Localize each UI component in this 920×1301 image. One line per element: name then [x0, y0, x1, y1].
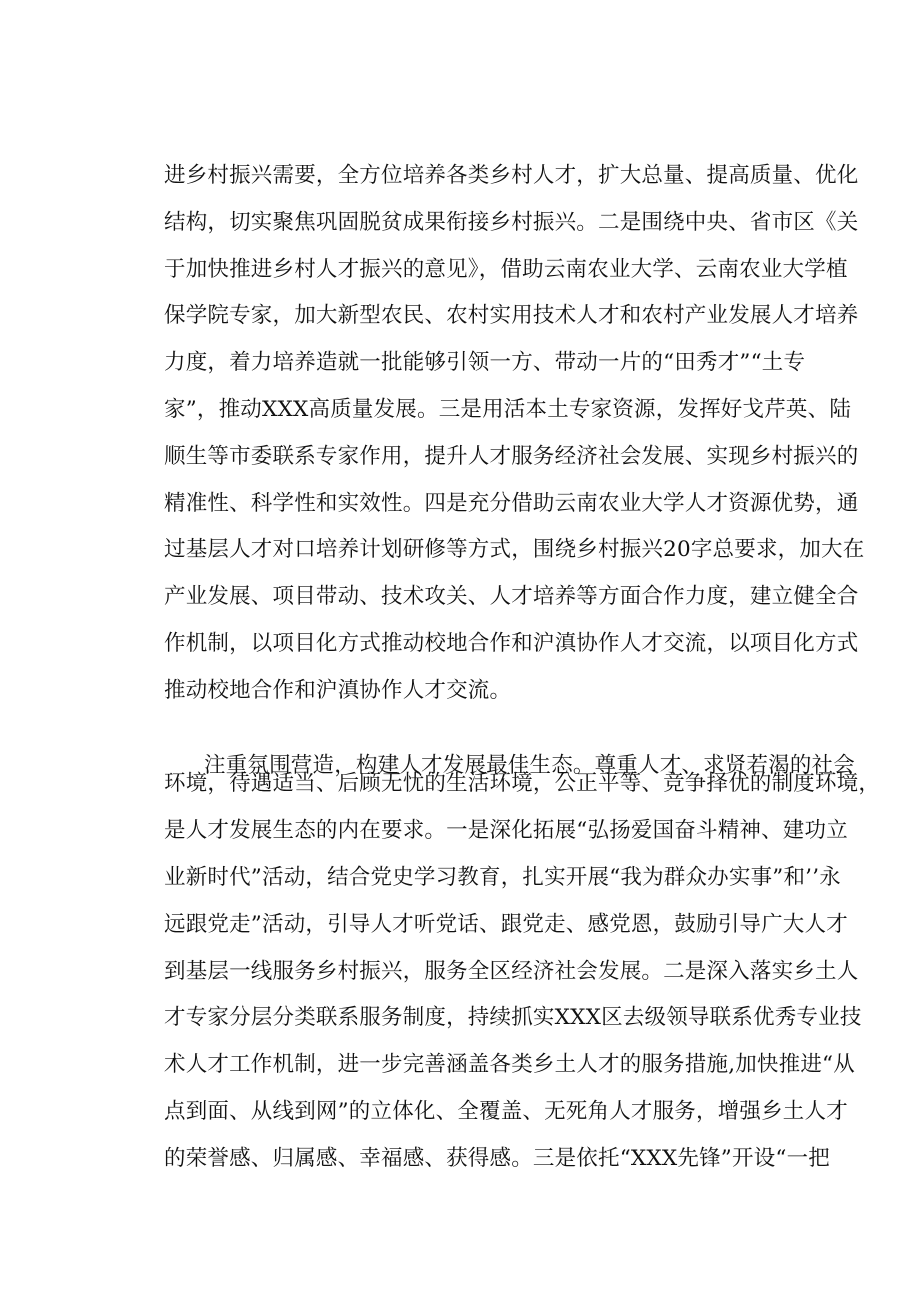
text-line: 术人才工作机制，进一步完善涵盖各类乡土人才的服务措施,加快推进“从 — [164, 1052, 855, 1078]
text-line: 精准性、科学性和实效性。四是充分借助云南农业大学人才资源优势，通 — [164, 490, 859, 516]
text-line: 过基层人才对口培养计划研修等方式，围绕乡村振兴20字总要求，加大在 — [164, 537, 865, 563]
text-line: 进乡村振兴需要，全方位培养各类乡村人才，扩大总量、提高质量、优化 — [164, 163, 859, 188]
text-line: 顺生等市委联系专家作用，提升人才服务经济社会发展、实现乡村振兴的 — [164, 443, 859, 469]
text-line: 结构，切实聚焦巩固脱贫成果衔接乡村振兴。二是围绕中央、省市区《关 — [164, 209, 859, 235]
text-line: 环境，待遇适当、后顾无忧的生活环境，公正平等、竞争择优的制度环境， — [164, 771, 881, 797]
text-line: 保学院专家，加大新型农民、农村实用技术人才和农村产业发展人才培养 — [164, 303, 859, 329]
text-line: 推动校地合作和沪滇协作人才交流。 — [164, 677, 512, 703]
text-line: 点到面、从线到网”的立体化、全覆盖、无死角人才服务，增强乡土人才 — [164, 1098, 848, 1124]
text-line: 于加快推进乡村人才振兴的意见》，借助云南农业大学、云南农业大学植 — [164, 256, 848, 282]
text-line: 远跟党走”活动，引导人才听党话、跟党走、感党恩，鼓励引导广大人才 — [164, 911, 848, 937]
paragraph-first-line — [164, 724, 856, 778]
text-line: 的荣誉感、归属感、幸福感、获得感。三是依托“XXX先锋”开设“一把 — [164, 1145, 830, 1171]
text-line: 业新时代”活动，结合党史学习教育，扎实开展“我为群众办实事”和’’永 — [164, 864, 841, 890]
text-line: 力度，着力培养造就一批能够引领一方、带动一片的“田秀才”“土专 — [164, 350, 806, 376]
text-line: 产业发展、项目带动、技术攻关、人才培养等方面合作力度，建立健全合 — [164, 584, 859, 610]
text-line: 作机制，以项目化方式推动校地合作和沪滇协作人才交流，以项目化方式 — [164, 630, 859, 656]
text-line: 注重氛围营造，构建人才发展最佳生态。尊重人才、求贤若渴的社会 — [204, 752, 856, 778]
text-line: 才专家分层分类联系服务制度，持续抓实XXX区去级领导联系优秀专业技 — [164, 1005, 862, 1031]
text-line: 家”，推动XXX高质量发展。三是用活本土专家资源，发挥好戈芹英、陆 — [164, 396, 852, 422]
text-line: 到基层一线服务乡村振兴，服务全区经济社会发展。二是深入落实乡土人 — [164, 958, 859, 984]
document-body — [164, 162, 881, 1192]
text-line: 是人才发展生态的内在要求。一是深化拓展“弘扬爱国奋斗精神、建功立 — [164, 818, 848, 844]
